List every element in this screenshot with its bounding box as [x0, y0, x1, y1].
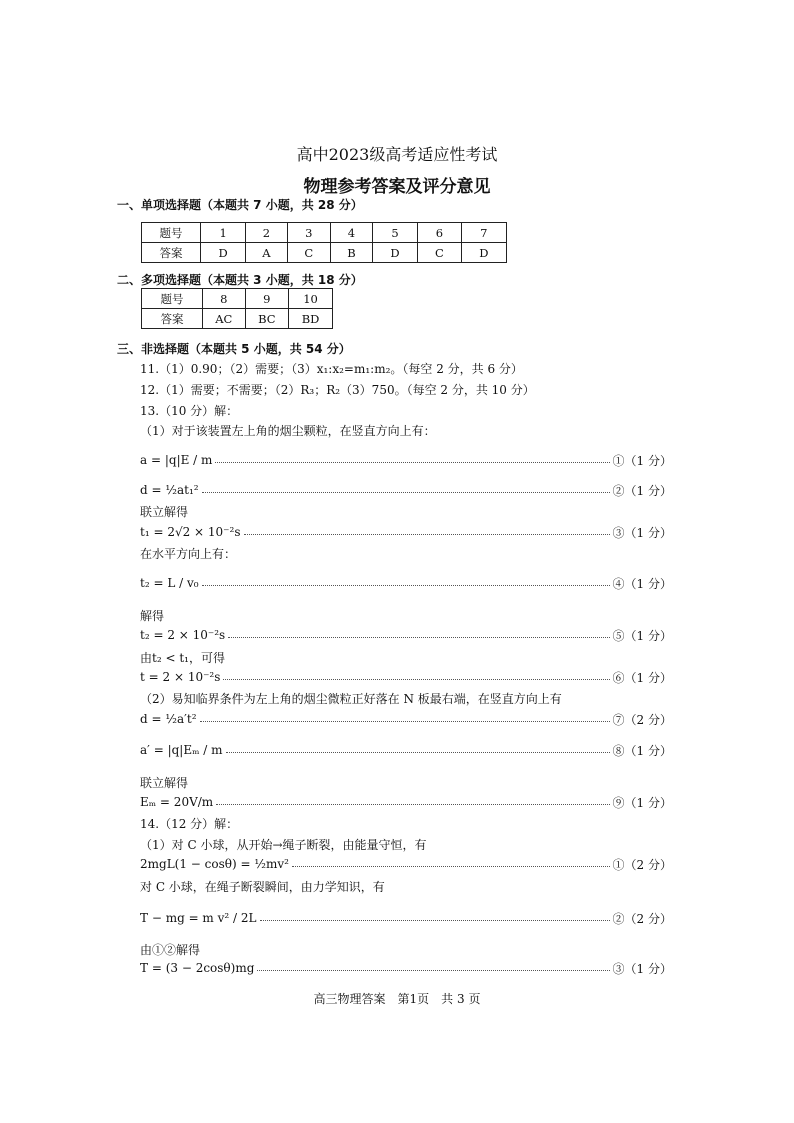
leader-dots	[215, 454, 609, 463]
q14-part2: 对 C 小球，在绳子断裂瞬间，由力学知识，有	[140, 880, 385, 894]
row-label: 答案	[142, 243, 201, 263]
equation: t = 2 × 10⁻²s	[140, 670, 221, 684]
text-line: 在水平方向上有：	[140, 547, 237, 561]
solve-text: 联立解得	[140, 776, 189, 790]
score-mark: ⑥（1 分）	[612, 670, 672, 685]
equation-line	[140, 575, 672, 591]
table-row	[142, 289, 333, 309]
score-mark: ①（1 分）	[612, 453, 672, 468]
table-cell: 9	[245, 289, 288, 309]
score-mark: ②（2 分）	[612, 911, 672, 926]
table-cell: D	[201, 243, 246, 263]
table-cell: 4	[331, 223, 373, 243]
row-label: 答案	[142, 309, 203, 329]
equation-line	[140, 711, 672, 727]
single-choice-table	[141, 222, 507, 263]
table-cell: C	[287, 243, 330, 263]
equation: a′ = |q|Eₘ / m	[140, 743, 223, 757]
equation-line	[140, 960, 672, 976]
table-cell: 2	[246, 223, 287, 243]
score-mark: ④（1 分）	[612, 576, 672, 591]
text-line: 由t₂ < t₁，可得	[140, 651, 225, 665]
equation: t₁ = 2√2 × 10⁻²s	[140, 525, 241, 539]
page-footer: 高三物理答案 第1页 共 3 页	[313, 992, 481, 1006]
table-cell: D	[372, 243, 417, 263]
table-cell: 3	[287, 223, 330, 243]
equation-line	[140, 856, 672, 872]
leader-dots	[202, 484, 610, 493]
equation: T − mg = m v² / 2L	[140, 911, 257, 925]
table-cell: 6	[418, 223, 461, 243]
leader-dots	[216, 796, 609, 805]
solve-text: 由①②解得	[140, 943, 201, 957]
table-cell: 1	[201, 223, 246, 243]
equation-line	[140, 910, 672, 926]
table-cell: BC	[245, 309, 288, 329]
solve-text: 解得	[140, 609, 165, 623]
equation-line	[140, 669, 672, 685]
table-cell: 10	[289, 289, 333, 309]
equation-line	[140, 794, 672, 810]
section1-heading: 一、单项选择题（本题共 7 小题，共 28 分）	[117, 198, 363, 212]
score-mark: ①（2 分）	[612, 857, 672, 872]
equation: d = ½at₁²	[140, 483, 199, 497]
leader-dots	[244, 526, 610, 535]
equation: a = |q|E / m	[140, 453, 213, 467]
document-title: 物理参考答案及评分意见	[303, 177, 491, 197]
table-row	[142, 309, 333, 329]
leader-dots	[257, 962, 609, 971]
equation-line	[140, 482, 672, 498]
table-cell: 8	[203, 289, 246, 309]
q14-part1: （1）对 C 小球，从开始→绳子断裂，由能量守恒，有	[140, 838, 427, 852]
score-mark: ⑧（1 分）	[612, 743, 672, 758]
equation: T = (3 − 2cosθ)mg	[140, 961, 255, 975]
row-label: 题号	[142, 223, 201, 243]
equation-line	[140, 627, 672, 643]
equation: t₂ = 2 × 10⁻²s	[140, 628, 226, 642]
table-cell: AC	[203, 309, 246, 329]
q13-part2: （2）易知临界条件为左上角的烟尘微粒正好落在 N 板最右端，在竖直方向上有	[140, 692, 562, 706]
q14-title: 14.（12 分）解：	[140, 817, 239, 831]
leader-dots	[202, 577, 610, 586]
leader-dots	[200, 713, 610, 722]
score-mark: ⑨（1 分）	[612, 795, 672, 810]
equation: d = ½a′t²	[140, 712, 197, 726]
equation-line	[140, 452, 672, 468]
equation-line	[140, 524, 672, 540]
table-row	[142, 243, 507, 263]
score-mark: ⑦（2 分）	[612, 712, 672, 727]
score-mark: ③（1 分）	[612, 961, 672, 976]
table-cell: BD	[289, 309, 333, 329]
section2-heading: 二、多项选择题（本题共 3 小题，共 18 分）	[117, 273, 363, 287]
table-cell: A	[246, 243, 287, 263]
q12-answer: 12.（1）需要；不需要；（2）R₃；R₂（3）750。（每空 2 分，共 10 分）	[140, 383, 535, 397]
table-cell: C	[418, 243, 461, 263]
equation: t₂ = L / v₀	[140, 576, 199, 590]
solve-text: 联立解得	[140, 505, 189, 519]
exam-title: 高中2023级高考适应性考试	[296, 145, 498, 164]
equation-line	[140, 742, 672, 758]
leader-dots	[260, 912, 610, 921]
section3-heading: 三、非选择题（本题共 5 小题，共 54 分）	[117, 342, 351, 356]
q11-answer: 11.（1）0.90；（2）需要；（3）x₁:x₂=m₁:m₂。（每空 2 分，共 6 分）	[140, 362, 523, 376]
q13-title: 13.（10 分）解：	[140, 404, 239, 418]
score-mark: ⑤（1 分）	[612, 628, 672, 643]
leader-dots	[292, 858, 610, 867]
leader-dots	[226, 744, 610, 753]
multi-choice-table	[141, 288, 333, 329]
score-mark: ③（1 分）	[612, 525, 672, 540]
equation: Eₘ = 20V/m	[140, 795, 214, 809]
table-cell: 7	[461, 223, 506, 243]
q13-part1: （1）对于该装置左上角的烟尘颗粒，在竖直方向上有：	[140, 424, 436, 438]
table-cell: D	[461, 243, 506, 263]
table-row	[142, 223, 507, 243]
table-cell: B	[331, 243, 373, 263]
leader-dots	[223, 671, 609, 680]
score-mark: ②（1 分）	[612, 483, 672, 498]
leader-dots	[228, 629, 609, 638]
equation: 2mgL(1 − cosθ) = ½mv²	[140, 857, 289, 871]
table-cell: 5	[372, 223, 417, 243]
row-label: 题号	[142, 289, 203, 309]
